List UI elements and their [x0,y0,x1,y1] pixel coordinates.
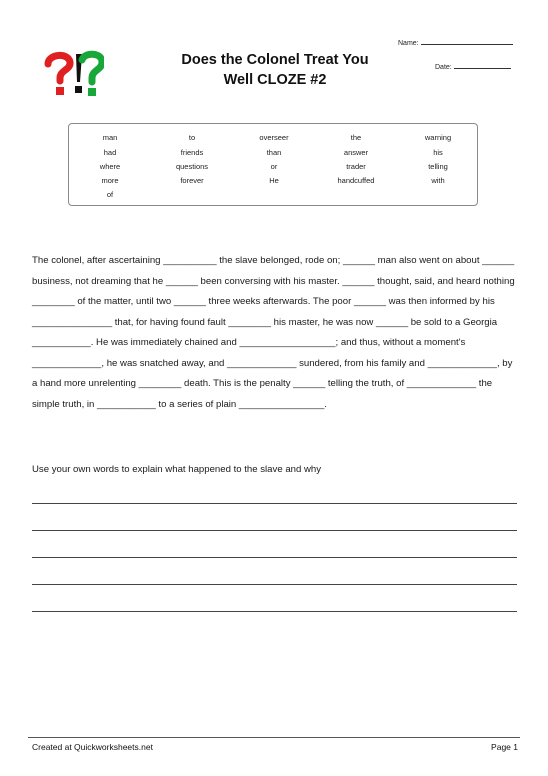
answer-line[interactable] [32,530,517,531]
word-bank [68,123,478,206]
footer-credit: Created at Quickworksheets.net [32,742,153,752]
date-field[interactable] [435,64,511,71]
word-bank-item: answer [343,148,369,157]
page-number: Page 1 [491,742,518,752]
word-bank-item: He [269,176,279,185]
passage-text: The colonel, after ascertaining __________ the slave belonged, rode on; ______ man also went on about ______ business, not dreaming that he ______ been conversing with his master. ______ thought, said, and heard nothing ________ of the matter, until two ______ three weeks afterwards. The poor ______ was then informed by his _______________ that, for having found fault ________ his master, he was now ______ be sold to a Georgia ___________. He was immediately chained and __________________; and thus, without a moment's _____________, he was snatched away, and _____________ sundered, from his family and _____________, by a hand more unrelenting ________ death. This is the penalty ______ telling the truth, of _____________ the simple truth, in ___________ to a series of plain ________________. [32,255,515,410]
word-bank-item: warning [424,133,452,142]
cloze-passage [32,251,518,415]
word-bank-item: questions [175,162,209,171]
word-bank-item: overseer [259,133,289,142]
answer-line[interactable] [32,611,517,612]
name-blank[interactable] [421,43,513,45]
word-bank-item: more [101,176,119,185]
name-label: Name: [398,40,419,47]
word-bank-item: or [270,162,278,171]
word-bank-item: forever [180,176,204,185]
worksheet-title [150,50,400,90]
word-bank-item: with [431,176,445,185]
word-bank-item: his [433,148,443,157]
date-blank[interactable] [454,67,511,69]
name-field[interactable] [398,40,513,47]
word-bank-item: handcuffed [337,176,375,185]
word-bank-item: to [188,133,196,142]
question-prompt: Use your own words to explain what happened to the slave and why [32,464,322,475]
footer-divider [28,737,520,738]
title-line-1: Does the Colonel Treat You [181,52,369,68]
word-bank-item: man [102,133,118,142]
title-line-2: Well CLOZE #2 [223,72,327,88]
answer-line[interactable] [32,557,517,558]
answer-line[interactable] [32,503,517,504]
word-bank-item: than [266,148,282,157]
date-label: Date: [435,64,452,71]
word-bank-item: of [106,190,114,199]
word-bank-item: friends [180,148,204,157]
answer-line[interactable] [32,584,517,585]
word-bank-item: had [103,148,117,157]
word-bank-item: trader [346,162,366,171]
question-marks-logo [44,48,104,100]
word-bank-item: where [99,162,121,171]
word-bank-item: the [350,133,362,142]
word-bank-item: telling [428,162,448,171]
